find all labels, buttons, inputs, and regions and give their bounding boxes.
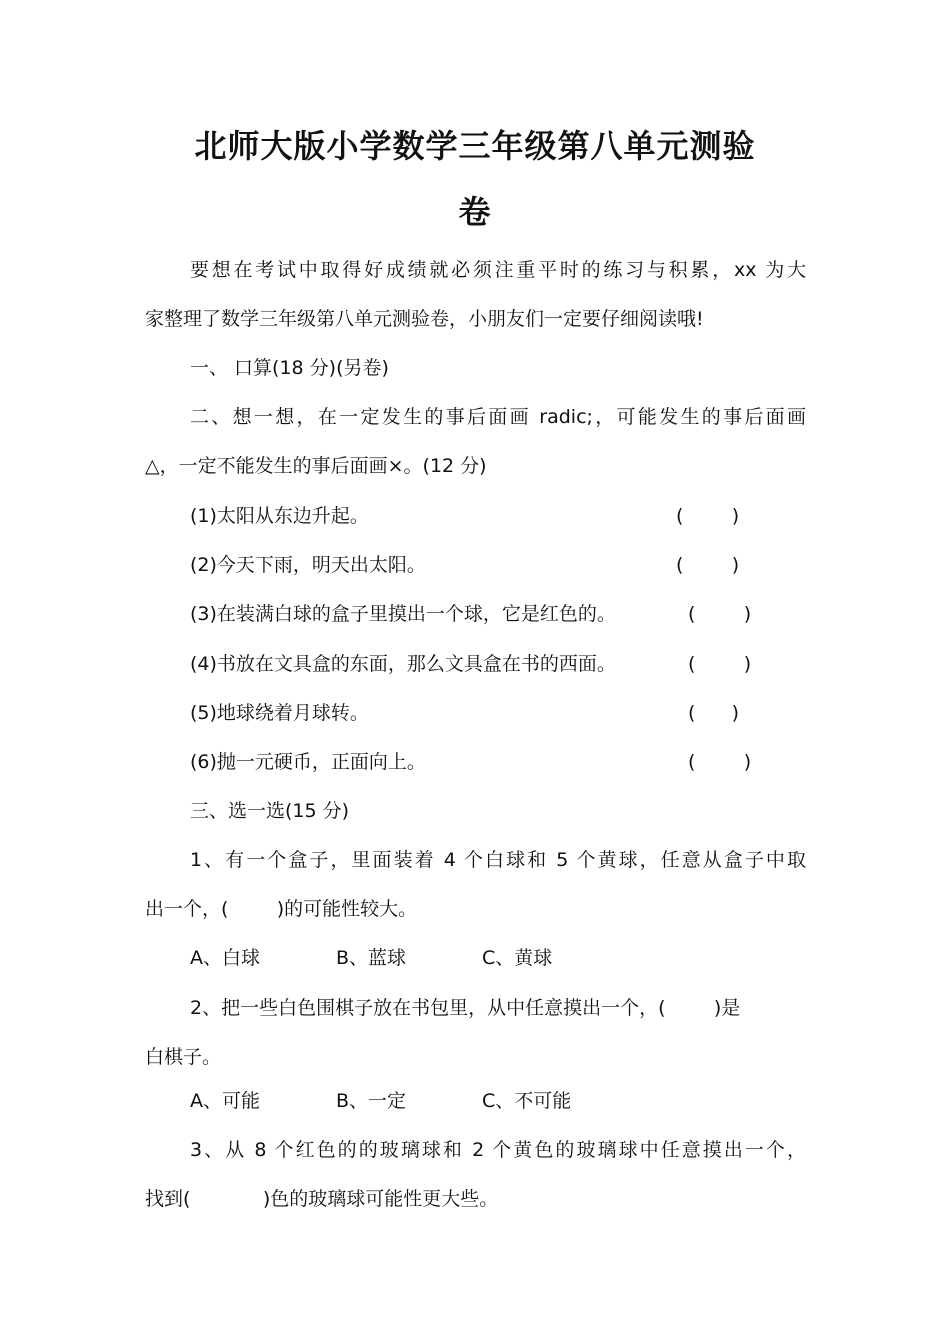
answer-blank: ( )	[688, 603, 752, 625]
section-heading-1: 一、 口算(18 分)(另卷)	[190, 357, 389, 379]
intro-paragraph-line-2: 家整理了数学三年级第八单元测验卷，小朋友们一定要仔细阅读哦!	[145, 308, 704, 330]
judgement-item: (3)在装满白球的盒子里摸出一个球，它是红色的。	[190, 603, 616, 625]
question-3-line-2: 找到( )色的玻璃球可能性更大些。	[145, 1188, 499, 1210]
question-1-option-a: A、白球	[190, 947, 260, 969]
section-heading-2-line-2: △，一定不能发生的事后面画×。(12 分)	[145, 455, 487, 477]
page-title-continued: 卷	[458, 193, 492, 231]
judgement-item: (4)书放在文具盒的东面，那么文具盒在书的西面。	[190, 653, 616, 675]
question-1-line-1: 1、有一个盒子，里面装着 4 个白球和 5 个黄球，任意从盒子中取	[190, 849, 806, 871]
question-2-option-a: A、可能	[190, 1090, 260, 1112]
question-2-line-2: 白棋子。	[145, 1046, 222, 1068]
question-3-line-1: 3、从 8 个红色的的玻璃球和 2 个黄色的玻璃球中任意摸出一个，	[190, 1139, 806, 1161]
judgement-item: (1)太阳从东边升起。	[190, 505, 369, 527]
answer-blank: ( )	[676, 505, 740, 527]
answer-blank: ( )	[688, 751, 752, 773]
answer-blank: ( )	[676, 554, 740, 576]
judgement-item: (5)地球绕着月球转。	[190, 702, 369, 724]
page-title: 北师大版小学数学三年级第八单元测验	[194, 127, 756, 165]
answer-blank: ( )	[688, 653, 752, 675]
question-1-option-c: C、黄球	[482, 947, 553, 969]
intro-paragraph-line-1: 要想在考试中取得好成绩就必须注重平时的练习与积累，xx 为大	[190, 259, 806, 281]
question-1-line-2: 出一个，( )的可能性较大。	[145, 898, 418, 920]
judgement-item: (6)抛一元硬币，正面向上。	[190, 751, 426, 773]
question-2-option-b: B、一定	[336, 1090, 407, 1112]
section-heading-2-line-1: 二、想一想，在一定发生的事后面画 radic;，可能发生的事后面画	[190, 406, 806, 428]
question-2-line-1: 2、把一些白色围棋子放在书包里，从中任意摸出一个，( )是	[190, 997, 741, 1019]
question-2-option-c: C、不可能	[482, 1090, 572, 1112]
section-heading-3: 三、选一选(15 分)	[190, 800, 350, 822]
answer-blank: ( )	[688, 702, 740, 724]
question-1-option-b: B、蓝球	[336, 947, 407, 969]
judgement-item: (2)今天下雨，明天出太阳。	[190, 554, 426, 576]
